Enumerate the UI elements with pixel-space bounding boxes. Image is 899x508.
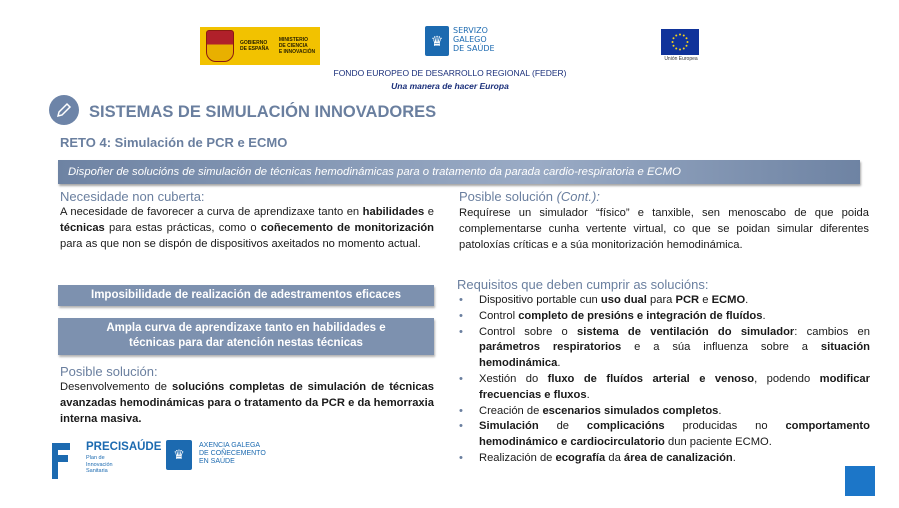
sergas-text: SERVIZO GALEGO DE SAÚDE xyxy=(453,26,495,53)
list-item: • Control completo de presións e integración de fluídos. xyxy=(459,309,870,325)
need-heading: Necesidade non cuberta: xyxy=(60,189,205,204)
feder-line: FONDO EUROPEO DE DESARROLLO REGIONAL (FEDER) xyxy=(333,68,567,78)
solution-text: Desenvolvemento de solucións completas de simulación de técnicas avanzadas hemodinámicas para o tratamento da PCR e da hemorraxia interna masiva. xyxy=(60,381,434,425)
list-item: • Realización de ecografía da área de canalización. xyxy=(459,451,870,467)
solution-heading: Posible solución: xyxy=(60,364,158,379)
gobierno-text: GOBIERNO DE ESPAÑA xyxy=(240,40,269,52)
list-item: • Dispositivo portable cun uso dual para PCR e ECMO. xyxy=(459,293,870,309)
precisaude-subtitle: Plan de Innovación Sanitaria xyxy=(86,455,113,474)
gobierno-espana-logo xyxy=(200,27,320,65)
eu-label: Unión Europea xyxy=(664,56,698,62)
sergas-logo xyxy=(425,26,495,60)
list-item: • Creación de escenarios simulados completos. xyxy=(459,404,870,420)
problem-box: Imposibilidade de realización de adestramentos eficaces xyxy=(58,285,434,306)
feder-motto: Una manera de hacer Europa xyxy=(391,81,509,91)
eu-flag-icon xyxy=(661,29,699,55)
pencil-icon xyxy=(49,95,79,125)
corner-square xyxy=(845,466,875,496)
solution-cont-text: Requírese un simulador “físico” e tanxible, sen menoscabo de que poida complementarse cunha vertente virtual, co que se poidan simular diferentes patoloxías críticas e a súa monitorización hemodinámica. xyxy=(459,207,869,251)
list-item: • Xestión do fluxo de fluídos arterial e venoso, podendo modificar frecuencias e fluxos. xyxy=(459,372,870,404)
precisaude-title: PRECISAÚDE xyxy=(86,441,162,453)
galicia-emblem-icon: ♛ xyxy=(166,440,192,470)
page-title: SISTEMAS DE SIMULACIÓN INNOVADORES xyxy=(89,103,437,121)
acis-text: AXENCIA GALEGA DE COÑECEMENTO EN SAÚDE xyxy=(199,442,266,465)
solution-cont-heading: Posible solución (Cont.): xyxy=(459,189,600,204)
coat-of-arms-icon xyxy=(206,30,234,62)
requirements-heading: Requisitos que deben cumprir as solucións: xyxy=(457,277,709,292)
challenge-banner: Dispoñer de solucións de simulación de técnicas hemodinámicas para o tratamento da parada cardio-respiratoria e ECMO xyxy=(58,160,860,184)
precisaude-logo-icon xyxy=(50,441,72,481)
need-text: A necesidade de favorecer a curva de aprendizaxe tanto en habilidades e técnicas para estas prácticas, como o coñecemento de monitorización para as que non se dispón de dispositivos axeitados no momento actual. xyxy=(60,206,435,250)
learning-curve-box: Ampla curva de aprendizaxe tanto en habilidades e técnicas para dar atención nestas técnicas xyxy=(58,318,434,355)
list-item: • Control sobre o sistema de ventilación do simulador: cambios en parámetros respiratorios e a súa influenza sobre a situación hemodinámica. xyxy=(459,325,870,372)
list-item: • Simulación de complicacións producidas no comportamento hemodinámico e cardiocirculatorio dun paciente ECMO. xyxy=(459,419,870,451)
ministerio-text: MINISTERIO DE CIENCIA E INNOVACIÓN xyxy=(278,37,316,55)
galicia-emblem-icon: ♛ xyxy=(425,26,449,56)
requirements-list xyxy=(459,293,870,467)
challenge-subtitle: RETO 4: Simulación de PCR e ECMO xyxy=(60,135,288,150)
